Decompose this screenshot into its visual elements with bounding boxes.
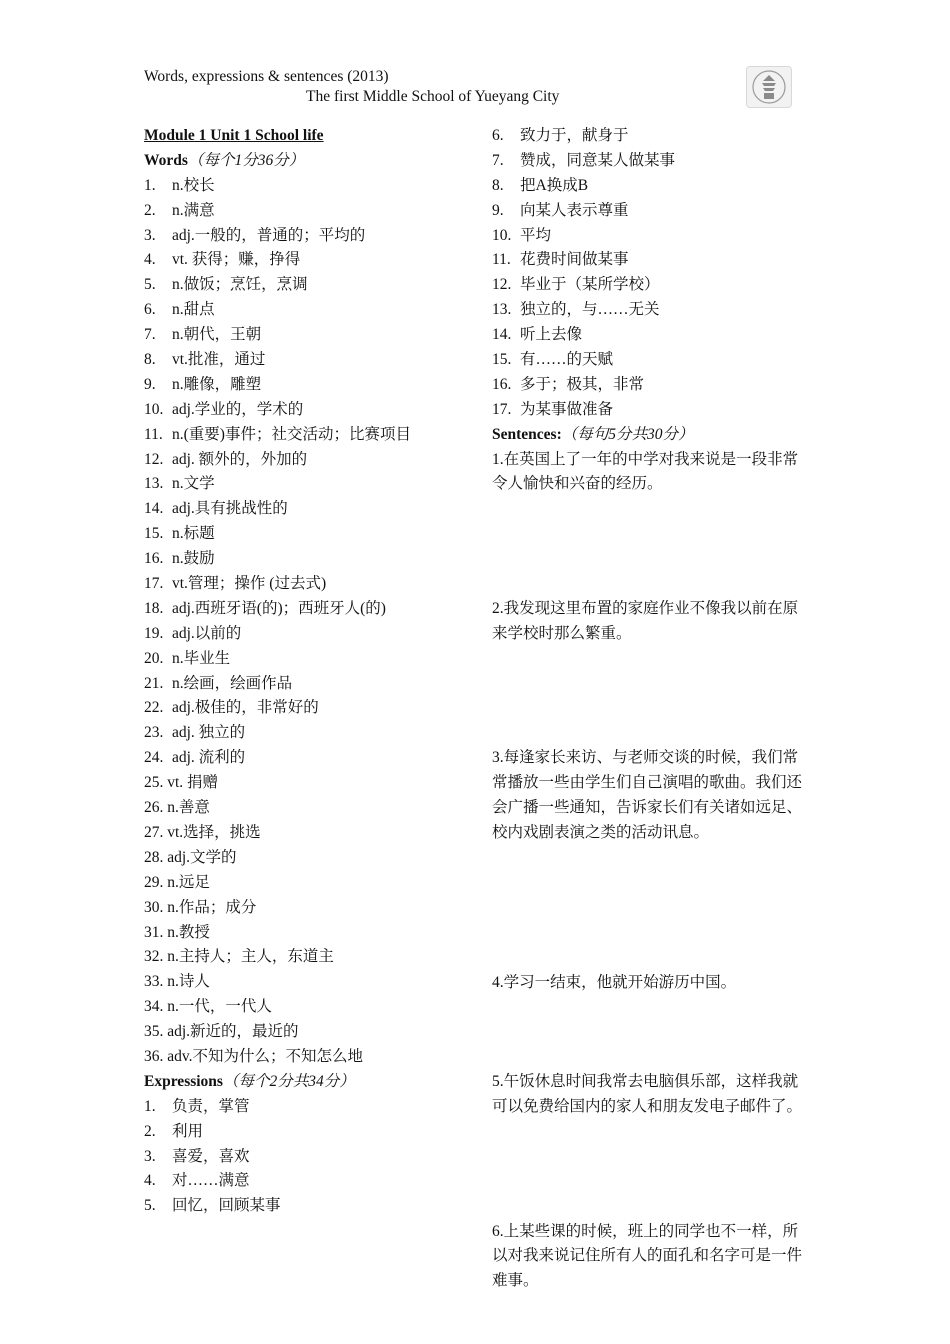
item-number: 24. [144,749,164,767]
list-item [144,672,484,697]
list-item [144,821,484,846]
item-number: 11. [492,251,511,269]
item-text: 负责，掌管 [172,1097,250,1115]
item-text: n.雕像，雕塑 [172,375,262,393]
list-item [144,970,484,995]
item-text: 利用 [172,1122,204,1140]
list-item [144,746,484,771]
item-text: n.甜点 [172,301,215,319]
list-item [492,248,812,273]
right-column [492,124,812,1294]
item-text: adj. 额外的，外加的 [172,450,308,468]
sentence-item: 4.学习一结束，他就开始游历中国。 [492,973,737,991]
list-item [144,721,484,746]
item-number: 11. [144,425,163,443]
list-item [144,373,484,398]
item-text: adv.不知为什么；不知怎么地 [167,1047,363,1065]
item-text: adj.文学的 [167,848,237,866]
item-number: 8. [492,176,504,194]
list-item [144,248,484,273]
item-number: 14. [144,500,164,518]
item-text: adj.以前的 [172,624,242,642]
list-item [492,273,812,298]
list-item [492,224,812,249]
left-column [144,124,484,1219]
sentence-item: 2.我发现这里布置的家庭作业不像我以前在原来学校时那么繁重。 [492,599,799,642]
answer-space [492,846,812,971]
item-number: 27. [144,823,164,841]
list-item [492,373,812,398]
item-text: n.远足 [167,873,210,891]
item-text: n.鼓励 [172,550,215,568]
list-item [492,298,812,323]
item-text: n.校长 [172,176,215,194]
item-number: 26. [144,799,164,817]
list-item [492,348,812,373]
item-number: 1. [144,1097,156,1115]
item-text: vt.选择，挑选 [167,823,261,841]
list-item [144,1169,484,1194]
item-number: 20. [144,649,164,667]
sentence-item: 3.每逢家长来访、与老师交谈的时候，我们常常播放一些由学生们自己演唱的歌曲。我们还会广播一些通知，告诉家长们有关诸如远足、校内戏剧表演之类的活动讯息。 [492,749,803,842]
item-number: 35. [144,1023,164,1041]
item-number: 6. [144,301,156,319]
item-number: 18. [144,599,164,617]
item-number: 4. [144,1172,156,1190]
item-text: n.文学 [172,475,215,493]
list-item [144,1095,484,1120]
item-number: 12. [492,276,512,294]
sentences-heading-row [492,423,812,448]
item-text: adj.极佳的，非常好的 [172,699,319,717]
expressions-list-right [492,124,812,423]
list-item [144,995,484,1020]
sentences-heading: Sentences: [492,425,562,443]
answer-space [492,1120,812,1220]
answer-space [492,647,812,747]
sentence-item: 6.上某些课的时候，班上的同学也不一样，所以对我来说记住所有人的面孔和名字可是一件难事。 [492,1222,803,1290]
item-number: 34. [144,998,164,1016]
words-list [144,174,484,1070]
sentences-list [492,448,812,1295]
item-number: 9. [144,375,156,393]
item-text: vt. 捐赠 [167,774,219,792]
item-text: 毕业于（某所学校） [520,276,660,294]
sentence-item: 5.午饭休息时间我常去电脑俱乐部，这样我就可以免费给国内的家人和朋友发电子邮件了。 [492,1073,803,1116]
list-item [144,497,484,522]
list-item [492,174,812,199]
item-number: 7. [492,151,504,169]
item-number: 14. [492,326,512,344]
item-text: n.作品；成分 [167,898,257,916]
item-text: n.(重要)事件；社交活动；比赛项目 [172,425,411,443]
header-title: Words, expressions & sentences (2013) [144,68,389,85]
item-number: 8. [144,351,156,369]
item-number: 7. [144,326,156,344]
list-item [144,448,484,473]
item-number: 4. [144,251,156,269]
expressions-heading-row [144,1070,484,1095]
item-text: 有……的天赋 [520,351,614,369]
item-number: 9. [492,201,504,219]
list-item [144,323,484,348]
item-number: 2. [144,1122,156,1140]
item-text: n.诗人 [167,973,210,991]
header-school: The first Middle School of Yueyang City [306,88,560,105]
list-item [144,1194,484,1219]
item-text: n.朝代，王朝 [172,326,262,344]
words-heading: Words [144,151,188,169]
item-number: 23. [144,724,164,742]
item-text: 致力于，献身于 [520,127,629,144]
expressions-heading: Expressions [144,1072,223,1090]
item-number: 16. [144,550,164,568]
list-item [144,871,484,896]
item-number: 10. [492,226,512,244]
list-item [492,398,812,423]
item-text: 回忆，回顾某事 [172,1197,281,1215]
list-item [144,622,484,647]
item-text: 向某人表示尊重 [520,201,629,219]
list-item [144,472,484,497]
item-text: adj. 独立的 [172,724,246,742]
item-text: 喜爱，喜欢 [172,1147,250,1165]
item-number: 29. [144,873,164,891]
expressions-list-left [144,1095,484,1219]
item-number: 3. [144,226,156,244]
list-item [144,547,484,572]
expressions-note: （每个2分共34分） [222,1072,355,1090]
item-text: adj.学业的，学术的 [172,400,304,418]
list-item [144,696,484,721]
item-text: adj.具有挑战性的 [172,500,288,518]
item-number: 31. [144,923,164,941]
answer-space [492,995,812,1070]
item-text: n.标题 [172,525,215,543]
words-heading-row [144,149,484,174]
item-text: 平均 [520,226,552,244]
item-number: 30. [144,898,164,916]
module-title: Module 1 Unit 1 School life [144,127,324,144]
list-item [144,796,484,821]
item-text: n.善意 [167,799,210,817]
item-text: n.做饭；烹饪，烹调 [172,276,308,294]
item-text: vt.管理；操作 (过去式) [172,575,327,593]
item-number: 10. [144,400,164,418]
item-text: n.一代，一代人 [167,998,272,1016]
item-number: 21. [144,674,164,692]
item-text: adj.一般的，普通的；平均的 [172,226,366,244]
item-number: 1. [144,176,156,194]
item-number: 13. [492,301,512,319]
list-item [144,1145,484,1170]
item-number: 19. [144,624,164,642]
item-number: 25. [144,774,164,792]
item-number: 32. [144,948,164,966]
list-item [144,597,484,622]
item-number: 13. [144,475,164,493]
list-item [144,896,484,921]
list-item [144,298,484,323]
item-text: vt. 获得；赚，挣得 [172,251,301,269]
item-text: n.毕业生 [172,649,231,667]
item-number: 2. [144,201,156,219]
item-text: adj.新近的，最近的 [167,1023,299,1041]
item-text: 花费时间做某事 [520,251,629,269]
item-number: 33. [144,973,164,991]
list-item [144,945,484,970]
item-number: 17. [492,400,512,418]
item-text: vt.批准，通过 [172,351,266,369]
item-text: n.绘画，绘画作品 [172,674,293,692]
item-text: 多于；极其，非常 [520,375,645,393]
item-text: 对……满意 [172,1172,250,1190]
words-note: （每个1分36分） [187,151,305,169]
item-number: 3. [144,1147,156,1165]
list-item [144,921,484,946]
list-item [144,1045,484,1070]
list-item [144,423,484,448]
item-number: 5. [144,1197,156,1215]
item-text: n.主持人；主人，东道主 [167,948,334,966]
item-text: n.满意 [172,201,215,219]
pagoda-icon [751,70,787,104]
list-item [492,124,812,149]
item-number: 22. [144,699,164,717]
list-item [144,273,484,298]
list-item [144,1020,484,1045]
list-item [144,846,484,871]
item-number: 17. [144,575,164,593]
item-number: 36. [144,1047,164,1065]
sentence-item: 1.在英国上了一年的中学对我来说是一段非常令人愉快和兴奋的经历。 [492,450,799,493]
item-text: 为某事做准备 [520,400,614,418]
list-item [144,224,484,249]
list-item [144,647,484,672]
item-text: 把A换成B [520,176,589,194]
list-item [144,1120,484,1145]
list-item [492,199,812,224]
list-item [144,199,484,224]
list-item [492,149,812,174]
item-number: 15. [492,351,512,369]
list-item [144,572,484,597]
item-number: 6. [492,127,504,144]
school-logo-icon [746,66,792,108]
item-number: 15. [144,525,164,543]
list-item [144,398,484,423]
list-item [492,323,812,348]
list-item [144,771,484,796]
item-text: adj.西班牙语(的)；西班牙人(的) [172,599,386,617]
item-text: adj. 流利的 [172,749,246,767]
sentences-note: （每句5分共30分） [561,425,694,443]
item-text: 独立的，与……无关 [520,301,660,319]
list-item [144,348,484,373]
item-number: 28. [144,848,164,866]
item-number: 5. [144,276,156,294]
item-text: 赞成，同意某人做某事 [520,151,676,169]
item-text: 听上去像 [520,326,583,344]
item-text: n.教授 [167,923,210,941]
list-item [144,522,484,547]
item-number: 12. [144,450,164,468]
item-number: 16. [492,375,512,393]
answer-space [492,497,812,597]
list-item [144,174,484,199]
